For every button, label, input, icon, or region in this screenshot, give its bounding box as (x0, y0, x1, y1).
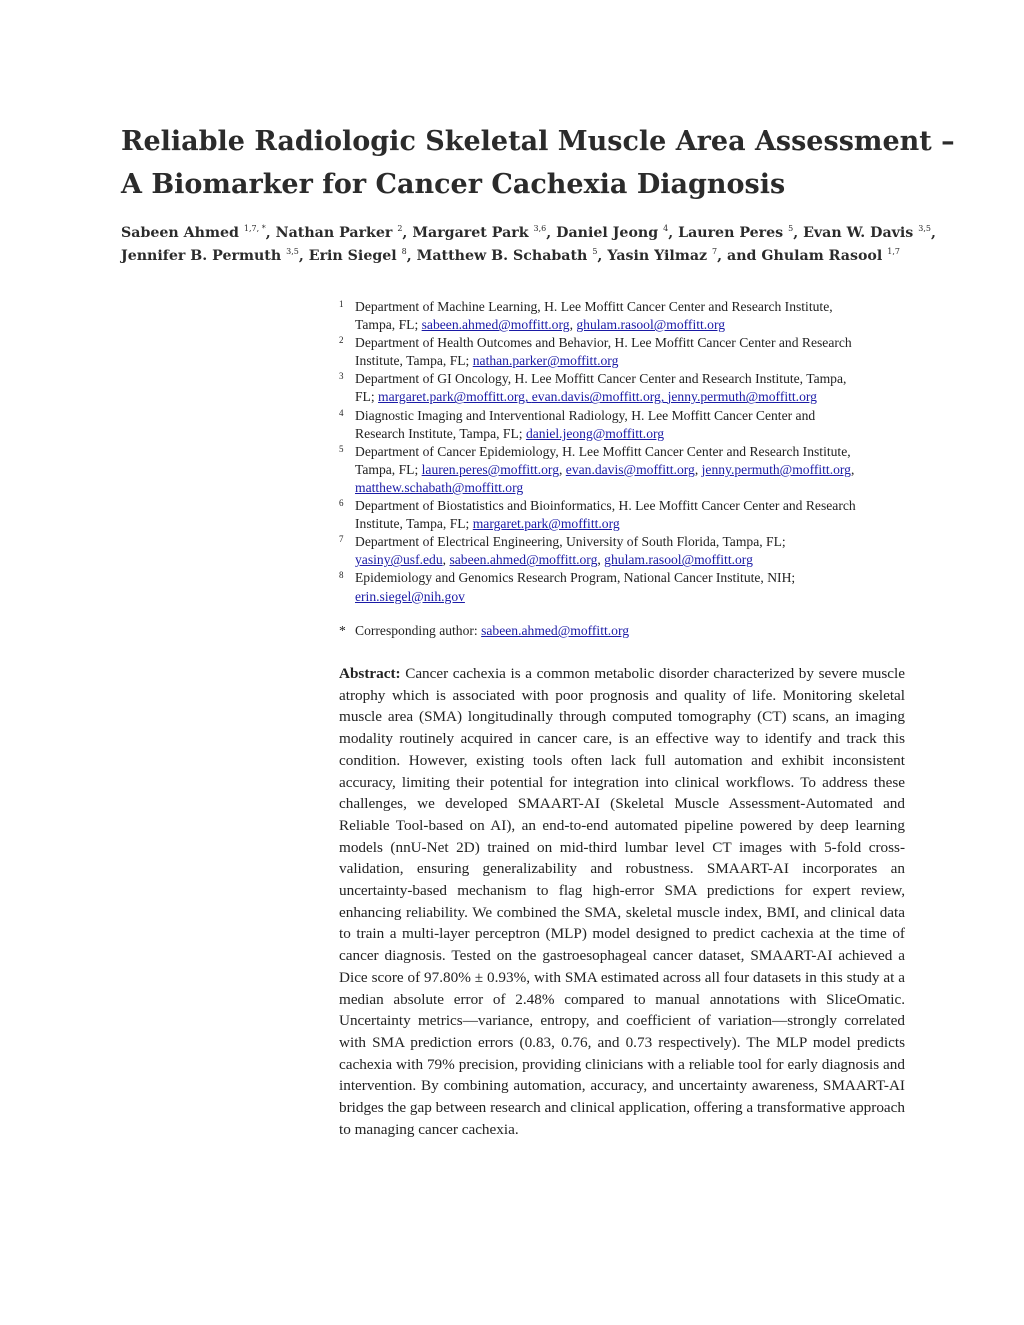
author-separator: , and (717, 248, 762, 264)
author-separator: , (793, 225, 804, 241)
corresponding-label: Corresponding author: (355, 623, 482, 638)
author-separator: , (265, 225, 276, 241)
author-separator: , (931, 225, 936, 241)
email-link[interactable]: lauren.peres@moffitt.org (421, 461, 559, 477)
author-affiliation: 2 (397, 224, 403, 233)
author-separator: , (402, 225, 413, 241)
affiliation-location: Institute, Tampa, FL; (355, 353, 473, 369)
title-line-1: Reliable Radiologic Skeletal Muscle Area Assessment – (121, 126, 955, 157)
author-separator: , (597, 248, 608, 264)
author-name: Sabeen Ahmed (121, 225, 239, 241)
affiliation-location: Institute, Tampa, FL; (355, 516, 473, 532)
author-affiliation: 3,6 (533, 224, 547, 233)
email-link[interactable]: jenny.permuth@moffitt.org (667, 389, 817, 405)
author-name: Nathan Parker (275, 225, 393, 241)
author-separator: , (668, 225, 679, 241)
author-affiliation: 3,5 (918, 224, 931, 233)
email-link[interactable]: evan.davis@moffitt.org (565, 461, 695, 477)
affiliation-item (339, 370, 909, 406)
affiliation-item (339, 497, 909, 533)
author-affiliation: 1,7, * (243, 224, 266, 233)
affiliation-number: 8 (339, 570, 344, 581)
affiliation-line: Diagnostic Imaging and Interventional Radiology, H. Lee Moffitt Cancer Center and (355, 407, 816, 423)
abstract-label: Abstract: (339, 665, 401, 682)
affiliation-number: 4 (339, 407, 344, 418)
abstract (339, 663, 905, 1140)
affiliation-line: Department of Cancer Epidemiology, H. Lee Moffitt Cancer Center and Research Institute, (355, 443, 851, 459)
email-link[interactable]: ghulam.rasool@moffitt.org (576, 317, 726, 333)
affiliation-item (339, 407, 909, 443)
affiliation-line: Department of GI Oncology, H. Lee Moffitt Cancer Center and Research Institute, Tampa, (355, 371, 847, 387)
affiliation-line: Department of Machine Learning, H. Lee Moffitt Cancer Center and Research Institute, (355, 299, 833, 314)
email-link[interactable]: evan.davis@moffitt.org (531, 389, 661, 405)
author-separator: , (298, 248, 309, 264)
author-name: Margaret Park (412, 225, 529, 241)
affiliation-line: Department of Biostatistics and Bioinformatics, H. Lee Moffitt Cancer Center and Research (355, 498, 856, 514)
author-affiliation: 1,7 (887, 247, 900, 256)
affiliation-item: 1 Department of Machine Learning, H. Lee Moffitt Cancer Center and Research Institute, Tampa, FL; sabeen.ahmed@moffitt.org, ghulam.rasool@moffitt.org (339, 298, 909, 334)
affiliation-number: 2 (339, 335, 344, 346)
affiliation-location: FL; (355, 389, 379, 405)
author-name: Erin Siegel (308, 248, 397, 264)
corresponding-author (339, 622, 909, 640)
affiliation-number: 1 (339, 299, 344, 309)
email-link[interactable]: matthew.schabath@moffitt.org (355, 479, 524, 495)
affiliation-number: 6 (339, 498, 344, 509)
affiliation-number: 3 (339, 371, 344, 382)
email-link[interactable]: nathan.parker@moffitt.org (472, 353, 619, 369)
author-name: Jennifer B. Permuth (121, 248, 282, 264)
email-link[interactable]: erin.siegel@nih.gov (355, 588, 465, 604)
author-separator: , (406, 248, 417, 264)
affiliation-location: Research Institute, Tampa, FL; (355, 425, 526, 441)
author-name: Matthew B. Schabath (416, 248, 588, 264)
author-separator: , (546, 225, 557, 241)
affiliation-item: 5 Department of Cancer Epidemiology, H. Lee Moffitt Cancer Center and Research Institute, Tampa, FL; lauren.peres@moffitt.org, evan.davis@moffitt.org, jenny.permuth@moffitt.org, matthew.schabath@moffitt.org (339, 443, 909, 497)
email-link[interactable]: margaret.park@moffitt.org (378, 389, 525, 405)
affiliation-line: Epidemiology and Genomics Research Program, National Cancer Institute, NIH; (355, 570, 796, 586)
email-link[interactable]: ghulam.rasool@moffitt.org (604, 552, 753, 568)
author-name: Lauren Peres (678, 225, 784, 241)
paper-title (121, 120, 955, 206)
affiliation-location: Tampa, FL; (355, 317, 422, 333)
author-affiliation: 5 (592, 247, 598, 256)
author-line-1 (121, 222, 936, 245)
author-name: Daniel Jeong (556, 225, 659, 241)
email-link[interactable]: sabeen.ahmed@moffitt.org (481, 623, 630, 638)
author-affiliation: 3,5 (286, 247, 299, 256)
author-name: Ghulam Rasool (761, 248, 883, 264)
affiliation-item (339, 334, 909, 370)
corresponding-symbol: * (339, 623, 346, 638)
author-affiliation: 4 (663, 224, 669, 233)
email-link[interactable]: yasiny@usf.edu (355, 552, 443, 568)
affiliation-list (339, 298, 909, 606)
author-list (121, 222, 936, 268)
author-name: Yasin Yilmaz (607, 248, 708, 264)
affiliation-number: 7 (339, 534, 344, 545)
email-separator[interactable]: , (660, 389, 668, 405)
author-affiliation: 5 (788, 224, 794, 233)
email-link[interactable]: sabeen.ahmed@moffitt.org (449, 552, 598, 568)
affiliation-location: Tampa, FL; (355, 461, 422, 477)
affiliation-item: 7 Department of Electrical Engineering, University of South Florida, Tampa, FL; yasiny@usf.edu, sabeen.ahmed@moffitt.org, ghulam.rasool@moffitt.org (339, 533, 909, 569)
email-separator[interactable]: , (524, 389, 532, 405)
title-line-2: A Biomarker for Cancer Cachexia Diagnosis (121, 169, 786, 200)
affiliation-line: Department of Health Outcomes and Behavior, H. Lee Moffitt Cancer Center and Research (355, 335, 852, 351)
email-link[interactable]: margaret.park@moffitt.org (472, 516, 620, 532)
author-line-2 (121, 245, 921, 268)
author-affiliation: 8 (401, 247, 407, 256)
affiliation-item (339, 569, 909, 605)
email-link[interactable]: jenny.permuth@moffitt.org (701, 461, 851, 477)
abstract-text: Cancer cachexia is a common metabolic disorder characterized by severe muscle atrophy which is associated with poor prognosis and quality of life. Monitoring skeletal muscle area (SMA) longitudinally through computed tomography (CT) scans, an imaging modality routinely acquired in cancer care, is an effective way to identify and track this condition. However, existing tools often lack full automation and exhibit inconsistent accuracy, limiting their potential for integration into clinical workflows. To address these challenges, we developed SMAART-AI (Skeletal Muscle Assessment-Automated and Reliable Tool-based on AI), an end-to-end automated pipeline powered by deep learning models (nnU-Net 2D) trained on mid-third lumbar level CT images with 5-fold cross-validation, ensuring generalizability and robustness. SMAART-AI incorporates an uncertainty-based mechanism to flag high-error SMA predictions for expert review, enhancing reliability. We combined the SMA, skeletal muscle index, BMI, and clinical data to train a multi-layer perceptron (MLP) model designed to predict cachexia at the time of cancer diagnosis. Tested on the gastroesophageal cancer dataset, SMAART-AI achieved a Dice score of 97.80% ± 0.93%, with SMA estimated across all four datasets in this study at a median absolute error of 2.48% compared to manual annotations with SliceOmatic. Uncertainty metrics—variance, entropy, and coefficient of variation—strongly correlated with SMA prediction errors (0.83, 0.76, and 0.73 respectively). The MLP model predicts cachexia with 79% precision, providing clinicians with a reliable tool for early diagnosis and intervention. By combining automation, accuracy, and uncertainty awareness, SMAART-AI bridges the gap between research and clinical application, offering a transformative approach to managing cancer cachexia. (339, 665, 905, 1138)
email-link[interactable]: sabeen.ahmed@moffitt.org (421, 317, 570, 333)
affiliation-line: Department of Electrical Engineering, University of South Florida, Tampa, FL; (355, 534, 786, 550)
email-link[interactable]: daniel.jeong@moffitt.org (525, 425, 665, 441)
affiliation-number: 5 (339, 443, 344, 454)
author-affiliation: 7 (712, 247, 718, 256)
author-name: Evan W. Davis (803, 225, 914, 241)
